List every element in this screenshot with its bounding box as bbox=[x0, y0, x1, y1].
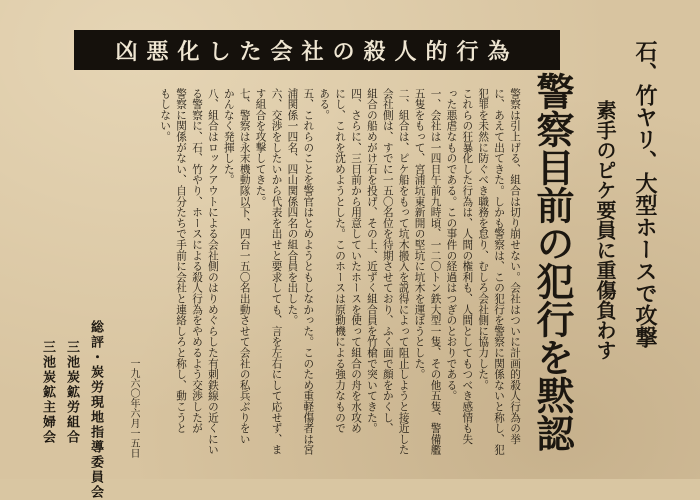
body-line: 警察は引上げる、組合は切り崩せない。会社はついに計画的殺人行為の挙 bbox=[509, 88, 521, 445]
body-line: った悪虐なものである。この事件の経過はつぎのとおりである。 bbox=[445, 88, 458, 402]
body-line: にし、これを沈めようとした。このホースは原動機による強力なもので bbox=[334, 88, 347, 434]
body-line: かんなく発揮した。 bbox=[222, 88, 235, 186]
signature-wives: 三池炭鉱主婦会 bbox=[40, 340, 55, 445]
body-line: に、あえて出てきた。しかも警察は、この犯行を警察に関係ないと称し、犯 bbox=[493, 88, 506, 456]
date-line: 一九六〇年六月一五日 bbox=[128, 358, 139, 458]
body-line: これらの狂暴化した行為は、人間の権利も、人間としてもつべき感情も失 bbox=[461, 88, 474, 445]
signature-union: 三池炭鉱労組合 bbox=[64, 340, 79, 445]
body-line: 四、さらに、三日前から用意していたホースを使って組合の舟を水攻め bbox=[350, 88, 362, 434]
body-line: 二、組合は、ピケ船をもって坑木搬入を説得によって阻止しようと接近した bbox=[397, 88, 410, 456]
banner-title: 凶悪化した会社の殺人的行為 bbox=[115, 39, 519, 65]
body-line: 会社側は、すでに一五〇名位を待期させており、ふく面で顔をかくし、 bbox=[381, 88, 394, 434]
title-banner bbox=[74, 30, 560, 70]
body-line: す組合を攻撃してきた。 bbox=[254, 88, 267, 207]
body-line: 浦関係一四名、四山関係四名の組合員を出した。 bbox=[286, 88, 299, 326]
body-line: る警察に、石、竹やり、ホースによる殺人行為をやめるよう交渉したが bbox=[191, 88, 203, 434]
body-line: 五隻をもって、宮浦坑東新開の堅坑に坑木を運ぼうとした。 bbox=[413, 88, 426, 380]
body-line: 警察に関係がない、自分たちで手前に会社と連絡しろと称し、動こうと bbox=[175, 88, 188, 434]
body-line: 七、警察は永末機動隊以下、四台一五〇名出動させて会社の私兵ぶりをい bbox=[238, 88, 251, 445]
body-line: 犯罪を未然に防ぐべき職務を怠り、むしろ会社側に協力した。 bbox=[477, 88, 490, 391]
body-line: 一、会社は一四日午前九時頃、一二〇トン鉄大型一隻、その他五隻、警備艦 bbox=[429, 88, 442, 456]
headline-attack: 石、竹ヤリ、大型ホースで攻撃 bbox=[632, 40, 657, 348]
body-line: ある。 bbox=[318, 88, 331, 121]
body-line: 組合の船めがけ石を投げ、その上、近ずく組合員を竹槍で突いてきた。 bbox=[365, 88, 378, 434]
body-line: 六、交渉をしたいから代表を出せと要求しても、言を左右にして応せず、ま bbox=[270, 88, 283, 456]
body-line: 五、これらのことを警官はとめようともしなかった。このため重軽傷者は宮 bbox=[302, 88, 315, 456]
body-line: もしない。 bbox=[159, 88, 172, 142]
body-line: 八、組合はロックアウトによる会社側のはりめぐらした有刺鉄線の近くにい bbox=[206, 88, 219, 456]
signature-committee: 総評・炭労現地指導委員会 bbox=[88, 320, 103, 500]
headline-police: 警察目前の犯行を黙認 bbox=[530, 72, 574, 452]
headline-injury: 素手のピケ要員に重傷負わす bbox=[593, 100, 617, 360]
